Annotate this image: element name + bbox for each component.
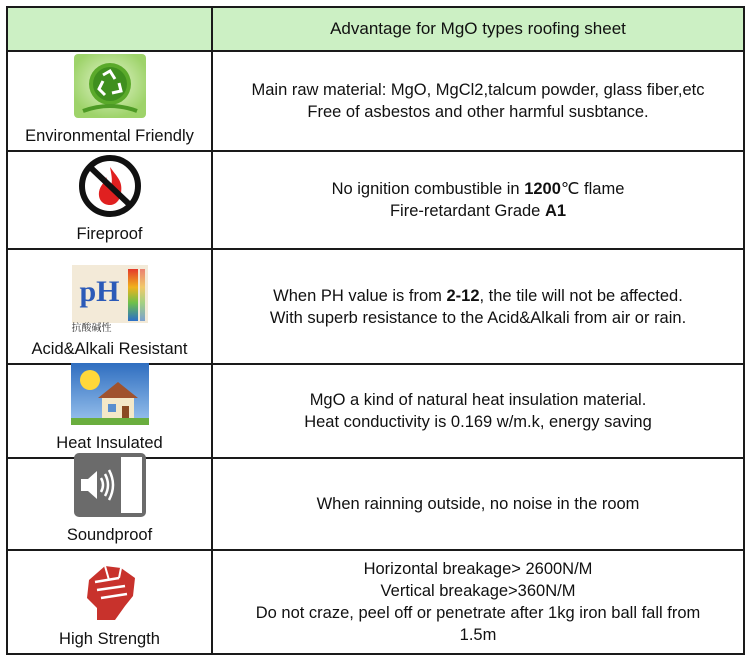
header-title: Advantage for MgO types roofing sheet bbox=[213, 8, 743, 50]
feature-label: Heat Insulated bbox=[56, 434, 163, 452]
description-line: Horizontal breakage> 2600N/M bbox=[363, 560, 593, 578]
table-row bbox=[8, 457, 743, 549]
table-row bbox=[8, 150, 743, 248]
feature-cell bbox=[8, 250, 213, 363]
description-line: Fire-retardant Grade A1 bbox=[389, 202, 567, 220]
description-line: No ignition combustible in 1200℃ flame bbox=[331, 180, 625, 198]
feature-cell bbox=[8, 459, 213, 549]
description-line: When PH value is from 2-12, the tile will not be affected. bbox=[273, 286, 683, 305]
description-line: Vertical breakage>360N/M bbox=[380, 582, 576, 600]
table-row bbox=[8, 50, 743, 150]
speaker-icon bbox=[73, 452, 147, 523]
description-line: Heat conductivity is 0.169 w/m.k, energy saving bbox=[304, 413, 652, 431]
feature-label: High Strength bbox=[59, 630, 160, 648]
fist-icon bbox=[75, 556, 145, 627]
no-fire-icon bbox=[75, 155, 145, 222]
ph-text: pH bbox=[79, 275, 120, 308]
ph-scale-icon bbox=[70, 263, 150, 337]
table-row bbox=[8, 248, 743, 363]
header-empty-cell bbox=[8, 8, 213, 50]
description-cell bbox=[213, 152, 743, 248]
feature-label: Acid&Alkali Resistant bbox=[31, 340, 188, 358]
table-row bbox=[8, 549, 743, 653]
feature-label: Fireproof bbox=[76, 225, 143, 243]
recycle-icon bbox=[73, 53, 147, 124]
description-cell bbox=[213, 52, 743, 150]
description-line: MgO a kind of natural heat insulation material. bbox=[309, 391, 647, 409]
feature-cell bbox=[8, 152, 213, 248]
table-header bbox=[8, 8, 743, 50]
description-cell bbox=[213, 365, 743, 457]
description-cell bbox=[213, 551, 743, 653]
description-line: Free of asbestos and other harmful susbtance. bbox=[307, 103, 649, 121]
feature-label: Soundproof bbox=[66, 526, 153, 544]
feature-cell bbox=[8, 551, 213, 653]
feature-label: Environmental Friendly bbox=[25, 127, 194, 145]
feature-cell bbox=[8, 365, 213, 457]
description-cell bbox=[213, 250, 743, 363]
feature-cell bbox=[8, 52, 213, 150]
description-cell bbox=[213, 459, 743, 549]
sun-house-icon bbox=[70, 362, 150, 431]
description-line: 1.5m bbox=[459, 626, 497, 644]
description-line: Do not craze, peel off or penetrate after 1kg iron ball fall from bbox=[255, 604, 701, 622]
description-line: When rainning outside, no noise in the room bbox=[316, 495, 640, 513]
advantage-table bbox=[6, 6, 745, 655]
table-row bbox=[8, 363, 743, 457]
ph-caption: 抗酸碱性 bbox=[71, 323, 112, 334]
description-line: With superb resistance to the Acid&Alkali from air or rain. bbox=[269, 308, 687, 327]
description-line: Main raw material: MgO, MgCl2,talcum powder, glass fiber,etc bbox=[251, 81, 705, 99]
